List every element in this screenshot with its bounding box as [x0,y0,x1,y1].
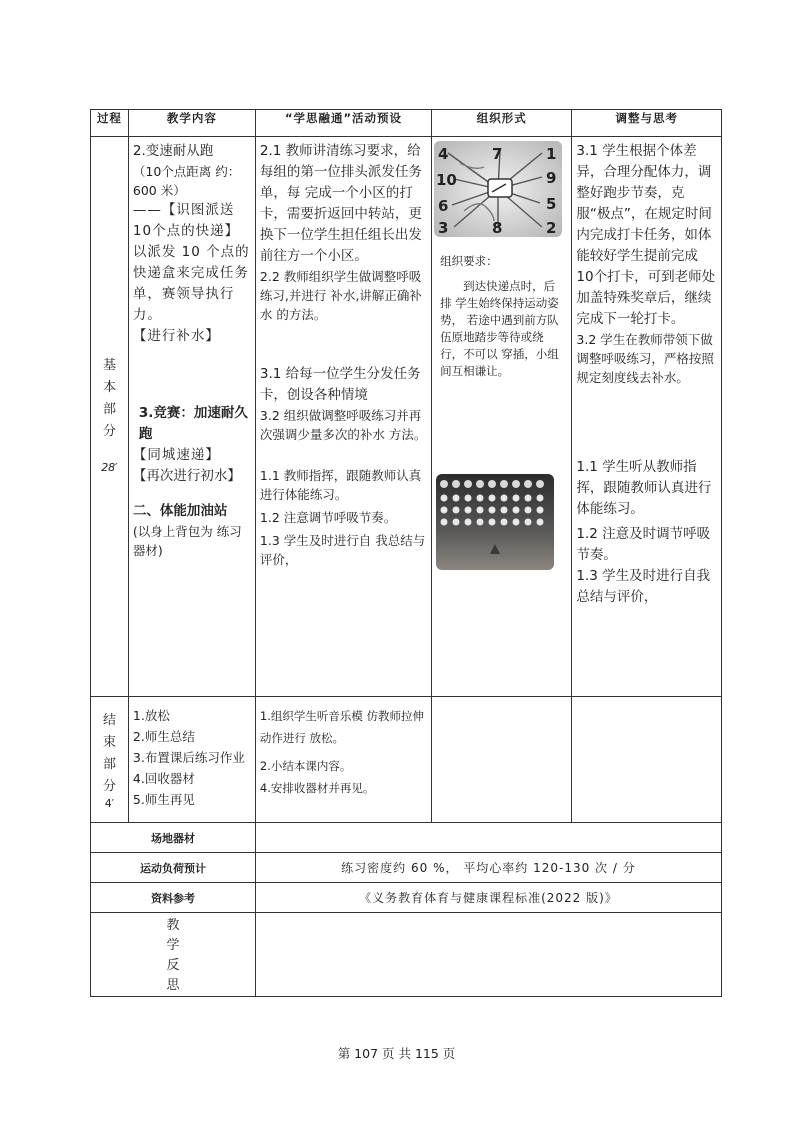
reflect-char: 思 [166,977,180,993]
section-char: 基 [102,357,116,373]
ending-activity-1: 1.组织学生听音乐模 仿教师拉伸动作进行 放松。 [259,709,425,745]
map-number: 1 [546,145,557,163]
activity-1-3: 1.3 学生及时进行自 我总结与评价， [259,533,426,567]
run-distance: （10个点距离 约：600 米） [132,164,241,198]
ending-organization-cell [432,697,572,823]
fitness-formation-image [436,474,554,570]
map-number: 7 [492,145,503,163]
section-char-time [91,776,128,798]
map-number: 4 [438,145,449,163]
lesson-plan-table [90,109,722,997]
section-char: 结 [102,712,116,728]
load-label: 运动负荷预计 [91,853,256,883]
venue-row [91,823,722,853]
header-row [91,110,722,137]
activity-2-2: 2.2 教师组织学生做调整呼吸练习,并进行 补水,讲解正确补水 的方法。 [259,269,422,322]
reflection-label [91,913,256,997]
map-number: 5 [546,195,557,213]
adjust-1-2: 1.2 注意及时调节呼吸节奏。 [576,526,711,563]
map-number: 9 [546,169,557,187]
adjust-3-2: 3.2 学生在教师带领下做调整呼吸练习，严格按照规定刻度线去补水。 [576,332,714,385]
adjust-1-3: 1.3 学生及时进行自我总结与评价， [576,568,711,605]
section-time: 28′ [101,460,118,474]
venue-value [255,823,721,853]
activity-3-1: 3.1 给每一位学生分发任务卡，创设各种情境 [259,366,421,403]
delivery-map-svg [434,141,562,237]
header-content: 教学内容 [128,110,255,137]
fitness-sub: (以身上背包为 练习器材) [132,524,242,558]
map-number: 6 [438,197,449,215]
activity-3-2: 3.2 组织做调整呼吸练习并再次强调少量多次的补水 方法。 [259,408,427,442]
reflection-value [255,913,721,997]
basic-part-row [91,137,722,697]
header-adjust: 调整与思考 [572,110,722,137]
ending-item: 4.回收器材 [132,771,195,786]
map-number: 2 [546,219,557,237]
reflect-char: 学 [166,937,180,953]
section-time: 4′ [104,796,115,810]
map-number: 8 [492,219,503,237]
section-char: 分 [102,778,116,794]
header-process: 过程 [91,110,129,137]
adjust-3-1: 3.1 学生根据个体差异，合理分配体力，调整好跑步节奏，克服“极点”，在规定时间内完成打卡任务，如体能较好学生提前完成 10个打卡，可到老师处加盖特殊奖章后，继续完成下一轮打卡。 [576,143,716,327]
load-value: 练习密度约 60 %， 平均心率约 120-130 次 / 分 [255,853,721,883]
basic-activity-cell [255,137,431,697]
org-req-title: 组织要求： [440,254,498,268]
fitness-formation-svg [436,474,554,570]
reflect-char: 教 [166,917,180,933]
ending-activity-2: 2.小结本课内容。 [259,759,352,773]
header-organization: 组织形式 [432,110,572,137]
ending-item: 3.布置课后练习作业 [132,750,245,765]
basic-content-cell [128,137,255,697]
basic-section-label [91,137,129,697]
ending-adjust-cell [572,697,722,823]
section-char: 部 [102,756,116,772]
adjust-1-1: 1.1 学生听从教师指挥，跟随教师认真进行体能练习。 [576,459,712,517]
activity-1-2: 1.2 注意调节呼吸节奏。 [259,510,397,525]
reference-row [91,883,722,913]
page-number: 第 107 页 共 115 页 [337,1046,456,1061]
reference-value: 《义务教育体育与健康课程标准(2022 版)》 [255,883,721,913]
race-line-2: 【再次进行初水】 [132,468,241,484]
ending-activity-cell [255,697,431,823]
reference-label: 资料参考 [91,883,256,913]
ending-content-cell [128,697,255,823]
reflect-char: 反 [166,957,180,973]
ending-item: 1.放松 [132,708,170,723]
section-char: 本 [102,379,116,395]
fitness-title: 二、体能加油站 [132,503,228,519]
water-note: 【进行补水】 [132,328,220,344]
delivery-map-image [434,141,562,237]
race-title: 3.竞赛：加速耐久跑 [138,405,248,442]
reflection-row [91,913,722,997]
ending-part-row [91,697,722,823]
basic-organization-cell [432,137,572,697]
map-number: 3 [438,219,449,237]
ending-item: 2.师生总结 [132,729,195,744]
ending-activity-3: 4.安排收器材并再见。 [259,781,375,795]
section-char: 分 [102,423,116,439]
section-char: 束 [102,734,116,750]
activity-2-1: 2.1 教师讲清练习要求，给每组的第一位排头派发任务单，每 完成一个小区的打卡，需要折返回中转站，更换下一位学生担任组长出发前往方一个小区。 [259,143,422,264]
run-description: ——【识图派送10个点的快递】以派发 10 个点的快递盒来完成任务单，赛领导执行力。 [132,202,250,323]
section-char: 部 [102,401,116,417]
run-title: 2.变速耐从跑 [132,143,214,159]
venue-label: 场地器材 [91,823,256,853]
org-req-text: 到达快递点时，后排 学生始终保持运动姿势， 若途中遇到前方队伍原地踏步等待或绕行，不可以 穿插，小组间互相谦让。 [440,279,559,378]
header-activity: “学思融通”活动预设 [255,110,431,137]
map-number: 10 [436,171,457,189]
activity-1-1: 1.1 教师指挥，跟随教师认真进行体能练习。 [259,468,422,502]
basic-adjust-cell [572,137,722,697]
load-row [91,853,722,883]
ending-section-label [91,697,129,823]
ending-item: 5.师生再见 [132,792,195,807]
race-line-1: 【同城速递】 [132,447,220,463]
